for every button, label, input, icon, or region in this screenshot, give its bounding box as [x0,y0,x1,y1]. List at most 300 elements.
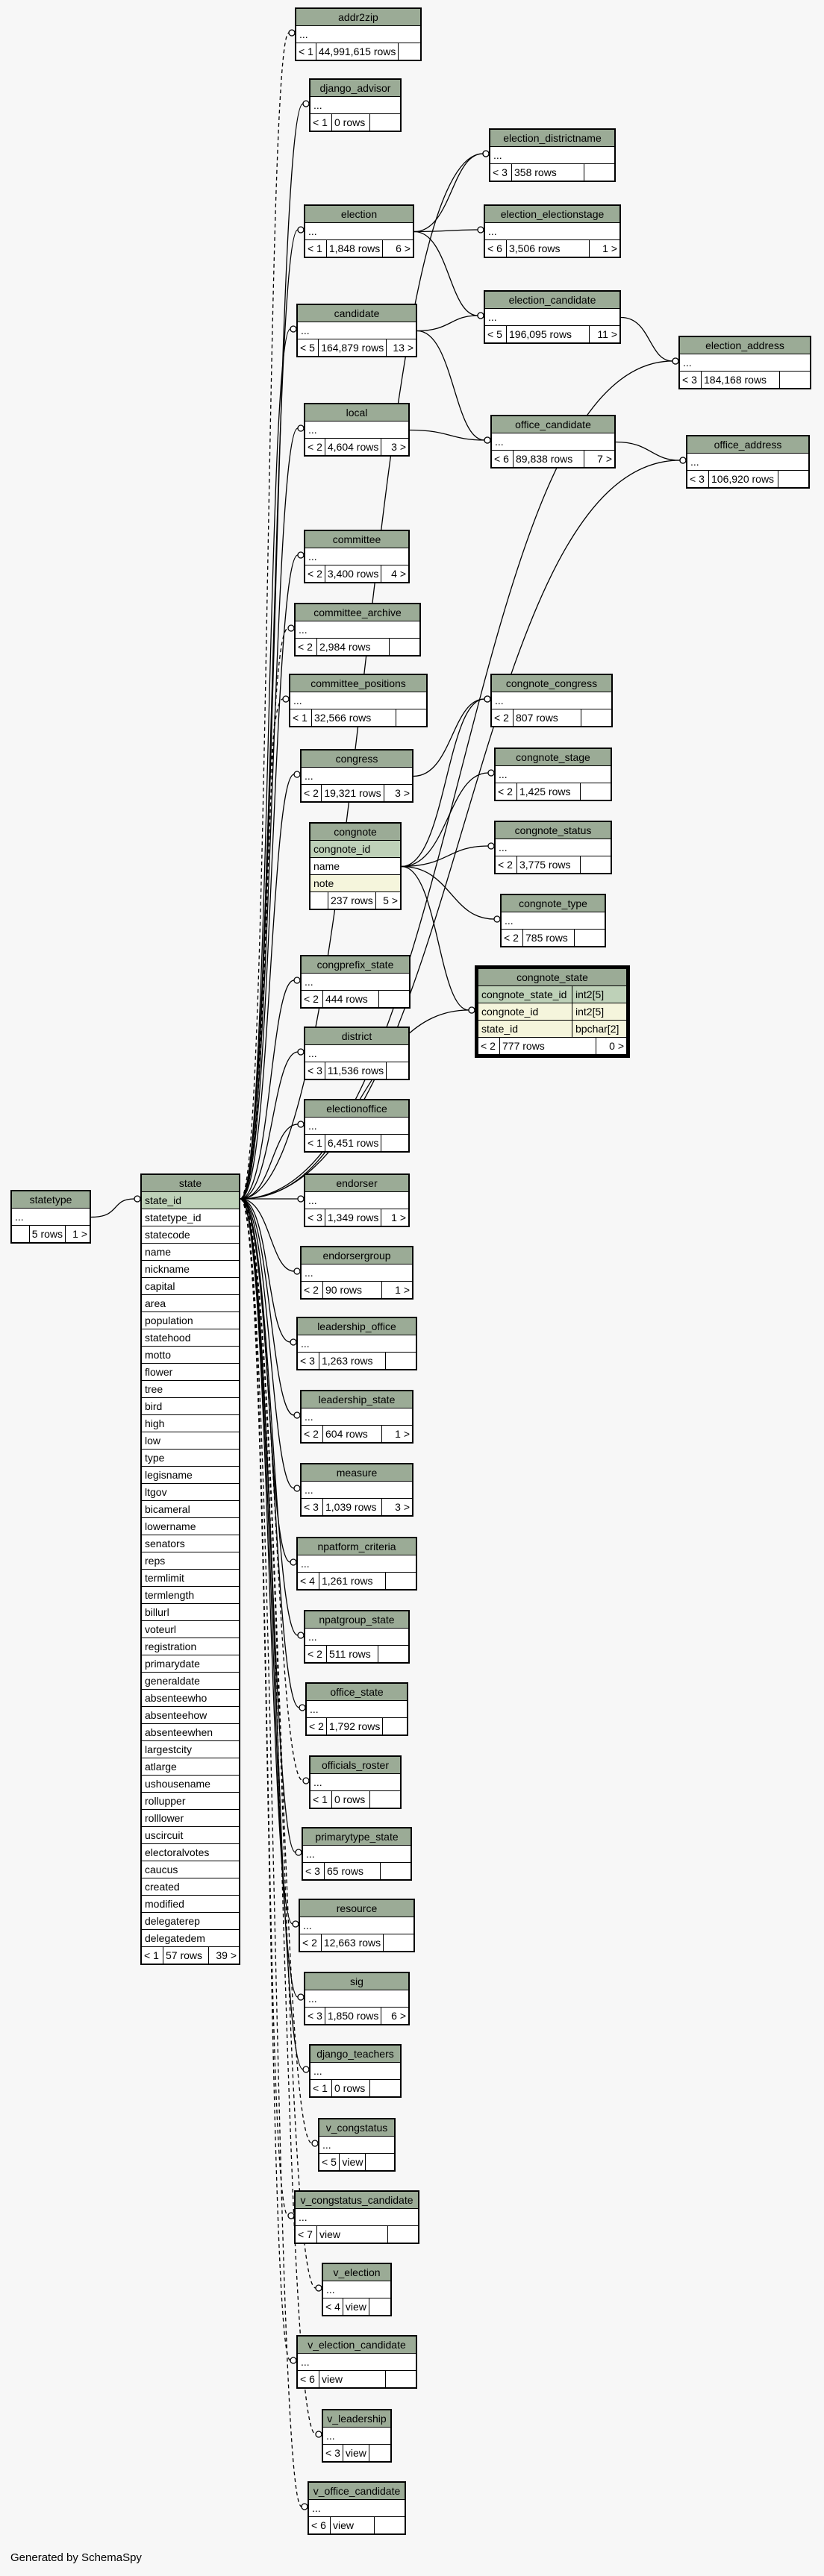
children-count[interactable] [388,2226,418,2243]
table-v-congstatus[interactable] [318,2118,396,2172]
crow-foot-marker [298,1632,304,1638]
table-footer [300,1934,413,1951]
table-election-districtname[interactable] [489,128,616,182]
collapsed-columns: ... [310,97,400,114]
table-primarytype-state[interactable] [302,1827,412,1881]
parents-count[interactable]: < 4 [323,2298,343,2315]
table-election[interactable] [304,204,414,258]
table-name[interactable]: npatform_criteria [298,1538,416,1555]
parents-count[interactable]: < 3 [305,1209,325,1226]
crow-foot-marker [288,625,294,631]
table-name[interactable]: primarytype_state [303,1828,411,1846]
parents-count[interactable]: < 4 [298,1573,319,1589]
table-npatform-criteria[interactable] [296,1537,417,1591]
table-footer [310,1791,400,1808]
parents-count[interactable]: < 2 [302,1282,323,1298]
parents-count[interactable]: < 6 [309,2517,331,2533]
table-footer [302,1426,412,1442]
column-billurl: billurl [142,1604,239,1621]
row-count: 237 rows [328,892,376,909]
parents-count[interactable]: < 6 [492,451,514,467]
table-sig[interactable] [304,1972,410,2025]
parents-count[interactable]: < 1 [305,240,327,257]
table-district[interactable] [304,1027,410,1080]
collapsed-columns: ... [307,1701,407,1718]
relationship-edge [240,428,298,1199]
table-footer [298,1573,416,1589]
table-name[interactable]: django_advisor [310,80,400,97]
row-count: 444 rows [323,991,379,1007]
table-electionoffice[interactable] [304,1099,410,1153]
table-footer [303,1863,411,1879]
table-committee[interactable] [304,530,410,583]
children-count[interactable] [378,1646,408,1662]
crow-foot-marker [469,1007,475,1013]
children-count[interactable]: 1 > [395,1284,410,1296]
row-count: view [343,2298,369,2315]
parents-count[interactable]: < 2 [478,1038,500,1054]
children-count[interactable] [370,114,400,131]
children-count[interactable]: 3 > [395,1501,410,1513]
collapsed-columns: ... [298,322,416,339]
children-count[interactable] [581,783,611,800]
crow-foot-marker [483,151,489,157]
column-name: state_id [478,1021,572,1037]
children-count[interactable]: 4 > [391,568,406,580]
children-count[interactable] [381,1135,408,1151]
table-v-leadership[interactable] [322,2409,392,2463]
table-name[interactable]: office_candidate [492,416,614,433]
table-name[interactable]: state [142,1175,239,1192]
children-count[interactable]: 1 > [395,1428,410,1440]
collapsed-columns: ... [290,692,426,709]
crow-foot-marker [316,2285,322,2291]
table-name[interactable]: office_state [307,1684,407,1701]
children-count[interactable] [390,639,419,655]
collapsed-columns: ... [680,354,810,372]
relationship-edge [240,1199,293,1924]
table-name[interactable]: leadership_office [298,1318,416,1335]
children-count[interactable] [370,2080,400,2096]
table-leadership-state[interactable] [300,1390,413,1444]
table-name[interactable]: v_election [323,2264,390,2281]
table-footer [296,2226,418,2243]
column-capital: capital [142,1278,239,1295]
children-count[interactable]: 39 > [216,1949,237,1961]
parents-count[interactable]: < 2 [305,439,325,455]
parents-count[interactable]: < 2 [302,991,323,1007]
children-count[interactable] [387,1062,408,1079]
table-name[interactable]: v_leadership [323,2410,390,2428]
row-count: 1,425 rows [517,783,581,800]
collapsed-columns: ... [12,1209,90,1226]
children-count[interactable] [778,471,808,487]
parents-count[interactable]: < 7 [296,2226,317,2243]
relationship-edge [240,329,290,1199]
children-count[interactable] [581,709,611,726]
table-election-electionstage[interactable] [484,204,621,258]
relationship-edge [402,867,469,1011]
table-office-address[interactable] [686,435,810,489]
table-footer [305,1135,408,1151]
table-footer [305,1646,408,1662]
parents-count[interactable]: < 5 [485,326,507,342]
table-footer [290,709,426,726]
children-count[interactable]: 1 > [72,1228,87,1240]
relationship-edge [240,1199,302,2507]
table-local[interactable] [304,403,410,457]
row-count: 1,850 rows [325,2008,381,2024]
table-name[interactable]: v_congstatus [319,2119,394,2137]
row-count: 807 rows [514,709,581,726]
table-name[interactable]: django_teachers [310,2046,400,2063]
parents-count[interactable]: < 1 [310,2080,332,2096]
parents-count[interactable]: < 3 [687,471,709,487]
table-office-candidate[interactable] [490,415,616,468]
parents-count[interactable]: < 1 [310,114,332,131]
collapsed-columns: ... [490,147,614,164]
parents-count[interactable]: < 3 [680,372,702,388]
table-name[interactable]: congnote_state [478,969,626,986]
children-count[interactable]: 11 > [597,328,617,340]
relationship-edge [240,33,289,1199]
table-name[interactable]: congnote [310,824,400,841]
table-congnote-type[interactable] [500,894,606,947]
column-statecode: statecode [142,1226,239,1244]
table-name[interactable]: endorsergroup [302,1247,412,1265]
children-count[interactable] [399,43,420,60]
table-congnote-stage[interactable] [494,748,612,801]
crow-foot-marker [294,1412,300,1418]
table-name[interactable]: npatgroup_state [305,1611,408,1629]
table-name[interactable]: leadership_state [302,1391,412,1408]
parents-count[interactable]: < 2 [305,1646,327,1662]
relationship-edge [240,774,294,1199]
collapsed-columns: ... [485,309,619,326]
table-measure[interactable] [300,1463,413,1517]
table-name[interactable]: v_office_candidate [309,2483,405,2500]
relationship-edge [240,1124,298,1199]
table-name[interactable]: addr2zip [296,9,420,26]
table-name[interactable]: congnote_stage [496,749,611,766]
row-count: 0 rows [332,2080,370,2096]
children-count[interactable]: 13 > [393,342,413,354]
column-bicameral: bicameral [142,1501,239,1518]
parents-count[interactable]: < 1 [142,1947,163,1964]
relationship-edge [417,331,484,441]
crow-foot-marker [483,151,489,157]
row-count: 106,920 rows [709,471,778,487]
crow-foot-marker [289,30,295,36]
column-name: congnote_id [478,1003,572,1020]
parents-count[interactable]: < 1 [290,709,312,726]
crow-foot-marker [494,916,500,922]
collapsed-columns: ... [302,768,412,785]
table-officials-roster[interactable] [309,1755,402,1809]
children-count[interactable] [375,2517,405,2533]
children-count[interactable] [581,856,611,873]
parents-count[interactable] [310,892,328,909]
table-name[interactable]: election_candidate [485,292,619,309]
column-low: low [142,1432,239,1450]
table-congnote[interactable] [309,822,402,910]
relationship-edge [240,1199,294,1271]
column-note: note [310,875,400,892]
table-name[interactable]: election_address [680,337,810,354]
table-name[interactable]: election_districtname [490,130,614,147]
children-count[interactable] [584,164,614,181]
column-congnote-id: congnote_id [310,841,400,858]
parents-count[interactable]: < 1 [305,1135,325,1151]
table-congnote-status[interactable] [494,821,612,874]
parents-count[interactable]: < 2 [305,565,325,582]
table-name[interactable]: resource [300,1900,413,1917]
relationship-edge [240,1199,294,1415]
table-name[interactable]: officials_roster [310,1757,400,1774]
relationship-edge [402,773,488,867]
table-name[interactable]: congnote_status [496,822,611,839]
crow-foot-marker [298,1121,304,1127]
column-rolllower: rolllower [142,1810,239,1827]
table-npatgroup-state[interactable] [304,1610,410,1664]
column-created: created [142,1878,239,1896]
collapsed-columns: ... [305,1990,408,2008]
row-count: 44,991,615 rows [316,43,399,60]
collapsed-columns: ... [492,433,614,451]
column-uscircuit: uscircuit [142,1827,239,1844]
table-endorsergroup[interactable] [300,1246,413,1300]
relationship-edge [414,230,478,232]
children-count[interactable] [384,1934,413,1951]
crow-foot-marker [298,1049,304,1055]
crow-foot-marker [283,696,289,702]
row-count: 32,566 rows [312,709,396,726]
children-count[interactable] [575,930,605,946]
parents-count[interactable]: < 3 [490,164,512,181]
parents-count[interactable]: < 6 [298,2371,319,2387]
table-footer [310,114,400,131]
table-name[interactable]: local [305,404,408,422]
parents-count[interactable]: < 2 [492,709,514,726]
children-count[interactable] [386,1353,416,1369]
column-voteurl: voteurl [142,1621,239,1638]
parents-count[interactable]: < 2 [296,639,317,655]
table-name[interactable]: congnote_congress [492,675,611,692]
collapsed-columns: ... [309,2500,405,2517]
crow-foot-marker [298,1196,304,1202]
table-congnote-congress[interactable] [490,674,613,727]
children-count[interactable] [396,709,426,726]
children-count[interactable] [780,372,810,388]
children-count[interactable]: 1 > [602,242,617,254]
children-count[interactable] [370,1791,400,1808]
table-v-election-candidate[interactable] [296,2335,417,2389]
crow-foot-marker [484,437,490,443]
children-count[interactable] [366,2154,394,2170]
table-footer [490,164,614,181]
column-name: name [142,1244,239,1261]
table-name[interactable]: statetype [12,1191,90,1209]
children-count[interactable] [383,1718,407,1734]
children-count[interactable] [379,991,409,1007]
table-name[interactable]: candidate [298,305,416,322]
row-count: 11,536 rows [325,1062,387,1079]
table-endorser[interactable] [304,1173,410,1227]
table-leadership-office[interactable] [296,1317,417,1370]
children-count[interactable] [386,2371,416,2387]
table-footer [310,892,400,909]
table-name[interactable]: congress [302,750,412,768]
table-statetype[interactable] [10,1190,91,1244]
column-reps: reps [142,1552,239,1570]
crow-foot-marker [312,2140,318,2146]
column-statehood: statehood [142,1329,239,1347]
table-candidate[interactable] [296,304,417,357]
table-committee-positions[interactable] [289,674,428,727]
relationship-edge [240,1199,290,1342]
column-ushousename: ushousename [142,1776,239,1793]
table-name[interactable]: office_address [687,436,808,454]
crow-foot-marker [298,1994,304,2000]
table-name[interactable]: election_electionstage [485,206,619,223]
table-name[interactable]: district [305,1028,408,1045]
row-count: view [317,2226,388,2243]
parents-count[interactable]: < 2 [300,1934,322,1951]
table-django-advisor[interactable] [309,78,402,132]
parents-count[interactable]: < 1 [310,1791,332,1808]
collapsed-columns: ... [496,766,611,783]
column-type: int2[5] [575,1006,605,1018]
crow-foot-marker [302,2504,308,2510]
children-count[interactable]: 3 > [395,787,410,799]
children-count[interactable] [381,1863,411,1879]
table-state[interactable] [140,1173,240,1965]
table-election-address[interactable] [678,336,811,389]
crow-foot-marker [484,696,490,702]
table-footer [296,639,419,655]
table-footer [305,1062,408,1079]
children-count[interactable] [369,2445,390,2461]
table-name[interactable]: committee_positions [290,675,426,692]
table-name[interactable]: committee [305,531,408,548]
table-footer [323,2445,390,2461]
parents-count[interactable]: < 3 [305,1062,325,1079]
crow-foot-marker [672,358,678,364]
parents-count[interactable]: < 3 [298,1353,319,1369]
parents-count[interactable]: < 6 [485,240,507,257]
parents-count[interactable]: < 2 [496,856,517,873]
children-count[interactable]: 5 > [383,894,398,906]
table-name[interactable]: measure [302,1464,412,1482]
row-count: 1,792 rows [327,1718,383,1734]
relationship-edge [240,699,283,1199]
relationship-edge [414,232,478,316]
table-django-teachers[interactable] [309,2044,402,2098]
column-absenteehow: absenteehow [142,1707,239,1724]
table-footer [305,240,413,257]
table-name[interactable]: electionoffice [305,1100,408,1118]
children-count[interactable]: 3 > [391,441,406,453]
parents-count[interactable]: < 5 [298,339,319,356]
table-name[interactable]: election [305,206,413,223]
table-office-state[interactable] [305,1682,408,1736]
column-largestcity: largestcity [142,1741,239,1758]
parents-count[interactable]: < 3 [302,1499,323,1515]
table-footer [12,1226,90,1242]
table-name[interactable]: v_election_candidate [298,2337,416,2354]
table-v-election[interactable] [322,2263,392,2316]
parents-count[interactable]: < 2 [496,783,517,800]
column-motto: motto [142,1347,239,1364]
children-count[interactable]: 6 > [396,242,411,254]
relationship-edge [410,430,484,441]
parents-count[interactable]: < 2 [302,785,322,801]
table-congprefix-state[interactable] [300,955,411,1009]
column-ltgov: ltgov [142,1484,239,1501]
table-name[interactable]: endorser [305,1175,408,1192]
parents-count[interactable]: < 1 [296,43,316,60]
children-count[interactable] [386,1573,416,1589]
parents-count[interactable]: < 2 [502,930,523,946]
collapsed-columns: ... [687,454,808,471]
table-congress[interactable] [300,749,413,803]
relationship-edge [240,980,294,1199]
row-count: 785 rows [523,930,575,946]
table-v-congstatus-candidate[interactable] [294,2190,419,2244]
table-name[interactable]: congnote_type [502,895,605,912]
crow-foot-marker [293,1921,299,1927]
table-congnote-state[interactable] [475,965,630,1058]
parents-count[interactable]: < 3 [323,2445,343,2461]
crow-foot-marker [290,2357,296,2363]
parents-count[interactable]: < 2 [307,1718,327,1734]
table-name[interactable]: v_congstatus_candidate [296,2192,418,2209]
table-footer [319,2154,394,2170]
relationship-edge [240,1199,298,1635]
row-count: 1,848 rows [327,240,383,257]
table-name[interactable]: sig [305,1973,408,1990]
parents-count[interactable] [12,1226,30,1242]
crow-foot-marker [290,1559,296,1565]
column-rollupper: rollupper [142,1793,239,1810]
crow-foot-marker [316,2431,322,2437]
table-committee-archive[interactable] [294,603,421,656]
children-count[interactable]: 1 > [391,1212,406,1223]
table-v-office-candidate[interactable] [308,2481,406,2535]
table-election-candidate[interactable] [484,290,621,344]
table-footer [323,2298,390,2315]
column-type: type [142,1450,239,1467]
children-count[interactable]: 0 > [609,1040,624,1052]
parents-count[interactable]: < 3 [303,1863,325,1879]
table-footer [302,991,409,1007]
crow-foot-marker [294,977,300,983]
collapsed-columns: ... [302,974,409,991]
children-count[interactable]: 7 > [597,453,612,465]
table-addr2zip[interactable] [295,7,422,61]
children-count[interactable] [369,2298,390,2315]
table-resource[interactable] [299,1899,415,1952]
parents-count[interactable]: < 5 [319,2154,340,2170]
table-name[interactable]: committee_archive [296,604,419,621]
parents-count[interactable]: < 2 [302,1426,323,1442]
collapsed-columns: ... [302,1482,412,1499]
children-count[interactable]: 6 > [391,2010,406,2022]
collapsed-columns: ... [502,912,605,930]
table-name[interactable]: congprefix_state [302,956,409,974]
parents-count[interactable]: < 3 [305,2008,325,2024]
row-count: 3,775 rows [517,856,581,873]
